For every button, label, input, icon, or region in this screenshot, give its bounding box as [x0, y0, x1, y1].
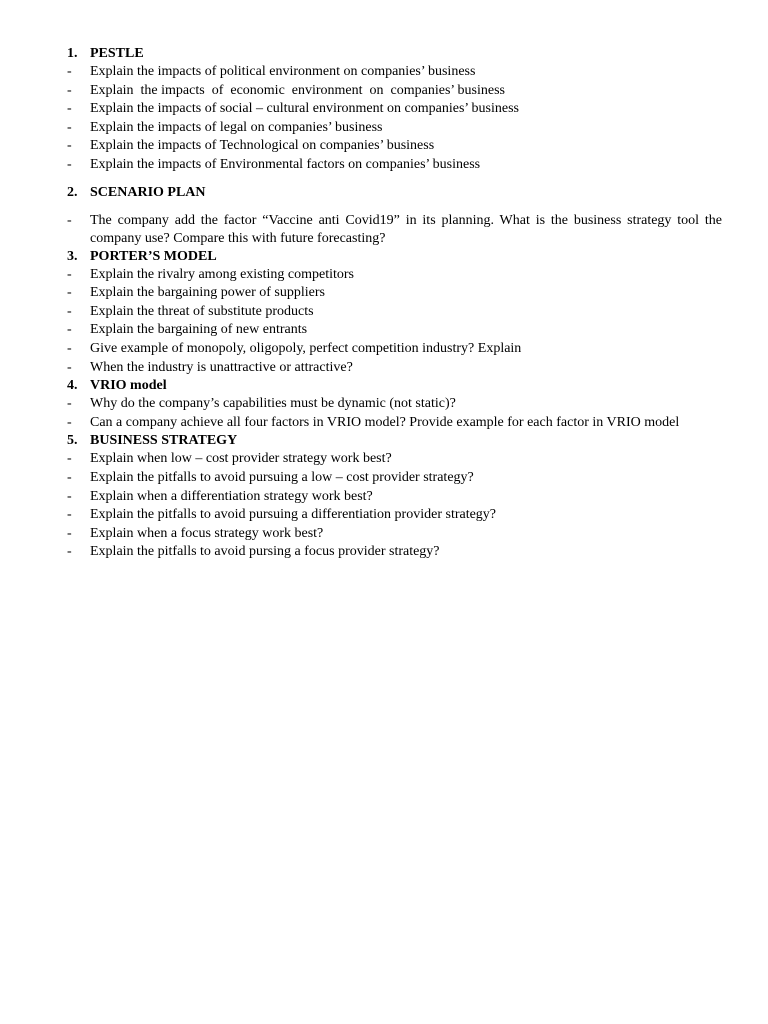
- bullet-dash: -: [67, 414, 72, 430]
- item-text: Explain the bargaining power of suppliers: [90, 285, 325, 301]
- list-item: [67, 266, 722, 285]
- section-title: PORTER’S MODEL: [90, 248, 217, 264]
- item-text: Give example of monopoly, oligopoly, perfect competition industry? Explain: [90, 340, 522, 356]
- section-number: 2.: [67, 184, 78, 200]
- item-text: Explain the impacts of Environmental factors on companies’ business: [90, 156, 481, 172]
- section-title: VRIO model: [90, 378, 167, 394]
- list-item: [67, 321, 722, 340]
- item-text: Explain the threat of substitute products: [90, 303, 314, 319]
- list-item: [67, 525, 722, 544]
- list-item: [67, 340, 722, 359]
- bullet-dash: -: [67, 507, 72, 523]
- section-title: SCENARIO PLAN: [90, 184, 206, 200]
- section-number: 4.: [67, 378, 78, 394]
- item-text: Explain the impacts of Technological on companies’ business: [90, 138, 435, 154]
- item-text: Explain the impacts of legal on companies’ business: [90, 119, 383, 135]
- section-scenario-plan: [67, 184, 722, 248]
- item-text: Explain the impacts of political environment on companies’ business: [90, 64, 476, 79]
- bullet-dash: -: [67, 469, 72, 485]
- bullet-dash: -: [67, 156, 72, 172]
- bullet-dash: -: [67, 396, 72, 412]
- list-item: [67, 63, 722, 82]
- item-text: Can a company achieve all four factors in VRIO model? Provide example for each factor in VRIO model: [90, 414, 680, 430]
- section-heading: [67, 184, 722, 202]
- list-item: [67, 543, 722, 562]
- section-number: 5.: [67, 433, 78, 449]
- item-text: Explain the rivalry among existing competitors: [90, 266, 354, 282]
- list-item: [67, 284, 722, 303]
- item-text: Explain the pitfalls to avoid pursing a focus provider strategy?: [90, 544, 440, 560]
- list-item: [67, 395, 722, 414]
- item-text: Explain the bargaining of new entrants: [90, 322, 308, 338]
- bullet-dash: -: [67, 212, 72, 228]
- list-item: [67, 359, 722, 378]
- section-vrio-model: [67, 377, 722, 432]
- list-item: [67, 156, 722, 175]
- section-heading: [67, 248, 722, 266]
- document-body: [67, 45, 722, 562]
- section-pestle: [67, 45, 722, 175]
- item-text: Explain when low – cost provider strategy work best?: [90, 451, 392, 467]
- item-text: Explain the impacts of social – cultural environment on companies’ business: [90, 101, 519, 117]
- section-number: 1.: [67, 46, 78, 61]
- list-item: [67, 469, 722, 488]
- bullet-dash: -: [67, 303, 72, 319]
- bullet-dash: -: [67, 340, 72, 356]
- item-text: Why do the company’s capabilities must be dynamic (not static)?: [90, 396, 456, 412]
- bullet-dash: -: [67, 322, 72, 338]
- section-porters-model: [67, 248, 722, 378]
- section-title: PESTLE: [90, 46, 144, 61]
- item-text: Explain the pitfalls to avoid pursuing a differentiation provider strategy?: [90, 507, 497, 523]
- list-item: [67, 212, 722, 248]
- bullet-dash: -: [67, 544, 72, 560]
- item-text: Explain when a focus strategy work best?: [90, 525, 324, 541]
- section-number: 3.: [67, 248, 78, 264]
- section-title: BUSINESS STRATEGY: [90, 433, 238, 449]
- list-item: [67, 119, 722, 138]
- list-item: [67, 506, 722, 525]
- list-item: [67, 137, 722, 156]
- list-item: [67, 82, 722, 101]
- list-item: [67, 450, 722, 469]
- list-item: [67, 488, 722, 507]
- item-text: The company add the factor “Vaccine anti Covid19” in its planning. What is the business strategy tool the company use? Compare this with future forecasting?: [90, 212, 722, 246]
- bullet-dash: -: [67, 101, 72, 117]
- section-heading: [67, 377, 722, 395]
- item-text: Explain the impacts of economic environment on companies’ business: [90, 82, 505, 98]
- bullet-dash: -: [67, 266, 72, 282]
- list-item: [67, 100, 722, 119]
- bullet-dash: -: [67, 525, 72, 541]
- item-text: When the industry is unattractive or attractive?: [90, 359, 353, 375]
- section-heading: [67, 45, 722, 63]
- bullet-dash: -: [67, 451, 72, 467]
- bullet-dash: -: [67, 138, 72, 154]
- list-item: [67, 414, 722, 433]
- section-heading: [67, 432, 722, 450]
- item-text: Explain when a differentiation strategy work best?: [90, 488, 373, 504]
- item-text: Explain the pitfalls to avoid pursuing a low – cost provider strategy?: [90, 469, 474, 485]
- section-business-strategy: [67, 432, 722, 562]
- bullet-dash: -: [67, 82, 72, 98]
- bullet-dash: -: [67, 285, 72, 301]
- bullet-dash: -: [67, 359, 72, 375]
- bullet-dash: -: [67, 488, 72, 504]
- bullet-dash: -: [67, 64, 72, 79]
- list-item: [67, 303, 722, 322]
- bullet-dash: -: [67, 119, 72, 135]
